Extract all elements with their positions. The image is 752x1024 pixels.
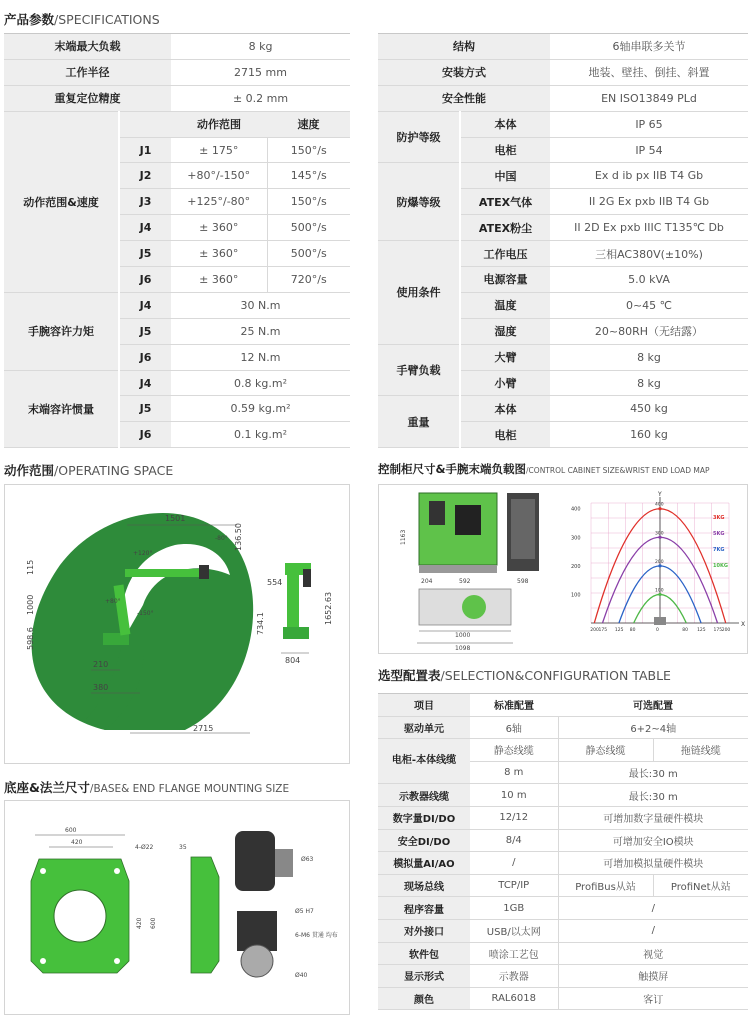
svg-text:Ø40: Ø40: [295, 972, 308, 979]
spec-table-left: 末端最大负载 8 kg 工作半径 2715 mm 重复定位精度 ± 0.2 mm 动作范围&速度 动作范围 速度 J1 ± 175° 150°/s J2 +80°/-150° 145°/s J3 +125°/-80° 150°/s J4 ± 360° 500°/s J5 ± 360° 500°/s J6 ± 360° 720°/s 手腕容许力矩 J4 30 N.m J5 25 N.m J6 12 N.m 末端容许惯量 J4 0.8 kg.m² J5 0.59 kg.m² J6 0.1 kg.m²: [4, 33, 350, 448]
x-tick-label: 80: [629, 628, 636, 633]
col-header: 项目: [378, 694, 470, 717]
spec-label: 重复定位精度: [4, 85, 171, 111]
legend-entry: 7KG: [713, 547, 725, 553]
x-tick-label: 125: [614, 628, 624, 633]
svg-text:600: 600: [65, 827, 77, 834]
y-tick-label: 300: [571, 535, 581, 542]
svg-text:420: 420: [71, 839, 83, 846]
svg-text:804: 804: [285, 656, 301, 665]
x-tick-label: 80: [682, 628, 689, 633]
col-header: 速度: [267, 111, 350, 137]
svg-text:Ø5 H7: Ø5 H7: [295, 908, 314, 915]
x-tick-label: 200: [590, 628, 599, 633]
svg-text:6-M6 贯通 均布: 6-M6 贯通 均布: [295, 932, 338, 939]
spec-group-label: 手腕容许力矩: [4, 292, 119, 370]
operating-space-diagram: [4, 484, 350, 764]
selection-table: 项目 标准配置 可选配置 驱动单元 6轴 6+2~4轴 电柜-本体线缆 静态线缆 静态线缆 拖链线缆 8 m 最长:30 m 示教器线缆 10 m 最长:30 m 数字量DI/DO 12/12 可增加数字量硬件模块 安全DI/DO 8/4 可增加安全IO模块 模拟量AI/AO / 可增加模拟量硬件模块 现场总线 TCP/IP ProfiBus从站 ProfiNet从站 程序容量 1GB / 对外接口 USB/以太网 / 软件包 喷涂工艺包 视觉 显示形式 示教器 触摸屏 颜色 RAL6018 客订: [378, 693, 748, 1010]
svg-text:420: 420: [136, 917, 143, 929]
svg-text:1163: 1163: [400, 529, 407, 545]
legend-entry: 5KG: [713, 531, 725, 537]
cabinet-drawing: [379, 485, 569, 655]
svg-text:554: 554: [267, 578, 283, 587]
x-axis-label: X: [741, 621, 746, 628]
svg-text:380: 380: [93, 683, 109, 692]
peak-label: 300: [655, 531, 664, 537]
spec-value: 2715 mm: [171, 59, 350, 85]
svg-text:1000: 1000: [455, 632, 471, 639]
spec-label: 末端最大负载: [4, 34, 171, 60]
svg-text:598: 598: [517, 578, 529, 585]
svg-text:598.6: 598.6: [26, 627, 35, 650]
peak-label: 100: [655, 588, 664, 594]
svg-text:+80°: +80°: [105, 598, 121, 605]
section-title-operating: 动作范围/OPERATING SPACE: [4, 463, 174, 478]
x-tick-label: 0: [656, 628, 659, 633]
section-title-specs: 产品参数/SPECIFICATIONS: [4, 12, 160, 27]
col-header: 可选配置: [558, 694, 748, 717]
x-tick-label: 175: [598, 628, 608, 633]
spec-label: 工作半径: [4, 59, 171, 85]
svg-text:210: 210: [93, 660, 109, 669]
cabinet-load-panel: [378, 484, 748, 654]
svg-text:592: 592: [459, 578, 471, 585]
svg-text:600: 600: [150, 917, 157, 929]
x-tick-label: 200: [721, 628, 731, 633]
svg-text:1652.63: 1652.63: [324, 591, 333, 625]
peak-label: 400: [655, 502, 664, 508]
svg-text:1000: 1000: [26, 594, 35, 615]
svg-text:1501: 1501: [165, 514, 186, 523]
svg-text:204: 204: [421, 578, 433, 585]
spec-group-label: 末端容许惯量: [4, 370, 119, 448]
svg-text:136.50: 136.50: [234, 523, 243, 551]
x-tick-label: 175: [713, 628, 723, 633]
legend-entry: 3KG: [713, 515, 725, 521]
wrist-icon: [654, 617, 666, 625]
svg-text:115: 115: [26, 559, 35, 575]
svg-text:Ø63: Ø63: [301, 856, 314, 863]
section-title-selection: 选型配置表/SELECTION&CONFIGURATION TABLE: [378, 668, 671, 683]
svg-text:-80°: -80°: [215, 535, 228, 542]
svg-text:35: 35: [179, 844, 187, 851]
y-axis-label: Y: [658, 491, 662, 498]
svg-text:4-Ø22: 4-Ø22: [135, 844, 154, 851]
svg-text:+120°: +120°: [133, 550, 153, 557]
svg-text:2715: 2715: [193, 724, 214, 733]
y-tick-label: 400: [571, 506, 581, 513]
peak-label: 200: [655, 559, 664, 565]
section-title-base: 底座&法兰尺寸/BASE& END FLANGE MOUNTING SIZE: [4, 780, 290, 795]
svg-text:-150°: -150°: [137, 610, 154, 617]
spec-value: 8 kg: [171, 34, 350, 60]
base-flange-diagram: [4, 800, 350, 1015]
col-header: 标准配置: [470, 694, 558, 717]
svg-text:1098: 1098: [455, 645, 471, 652]
spec-value: ± 0.2 mm: [171, 85, 350, 111]
y-tick-label: 100: [571, 592, 581, 599]
spec-table-right: 结构 6轴串联多关节 安装方式 地装、壁挂、倒挂、斜置 安全性能 EN ISO13849 PLd 防护等级 本体 IP 65 电柜 IP 54 防爆等级 中国 Ex d ib px IIB T4 Gb ATEX气体 II 2G Ex pxb IIB T4 Gb ATEX粉尘 II 2D Ex pxb IIIC T135℃ Db 使用条件 工作电压 三相AC380V(±10%) 电源容量 5.0 kVA 温度 0~45 ℃ 湿度 20~80RH（无结露） 手臂负载 大臂 8 kg 小臂 8 kg 重量 本体 450 kg 电柜 160 kg: [378, 33, 748, 448]
col-header: 动作范围: [171, 111, 267, 137]
x-tick-label: 125: [697, 628, 706, 633]
svg-text:734.1: 734.1: [256, 612, 265, 635]
spec-group-label: 动作范围&速度: [4, 111, 119, 292]
y-tick-label: 200: [571, 563, 581, 570]
section-title-cabinet: 控制柜尺寸&手腕末端负载图/CONTROL CABINET SIZE&WRIST END LOAD MAP: [378, 462, 710, 476]
load-map-chart: [569, 491, 747, 651]
legend-entry: 10KG: [713, 563, 728, 569]
